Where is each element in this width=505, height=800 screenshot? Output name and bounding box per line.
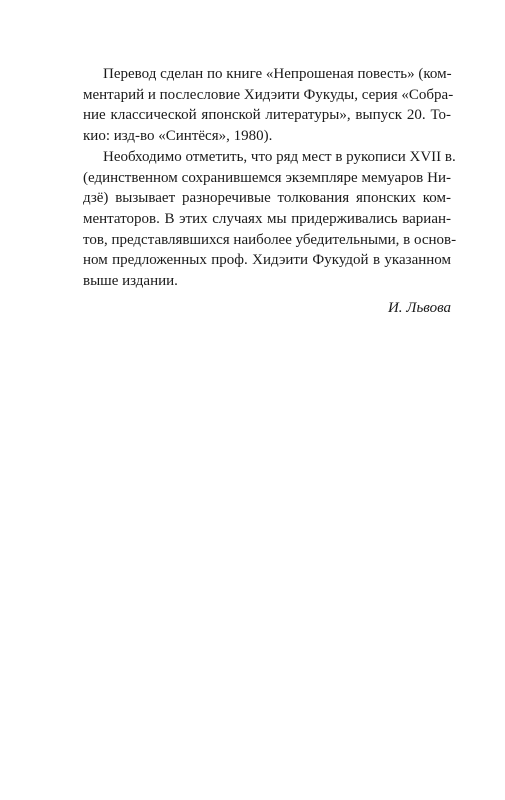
text-line: ном предложенных проф. Хидэити Фукудой в указанном <box>83 252 451 269</box>
text-line: кио: изд-во «Синтёся», 1980). <box>83 128 273 145</box>
text-line: тов, представлявшихся наиболее убедительными, в основ- <box>83 231 457 248</box>
text-line: Перевод сделан по книге «Непрошеная повесть» (ком- <box>103 66 452 82</box>
translator-note <box>83 64 457 318</box>
text-line: дзё) вызывает разноречивые толкования японских ком- <box>83 190 451 207</box>
text-line: Необходимо отметить, что ряд мест в рукописи XVII в. <box>103 148 456 165</box>
text-line: ментаторов. В этих случаях мы придерживались вариан- <box>83 210 451 227</box>
text-line: ние классической японской литературы», выпуск 20. То- <box>83 107 451 124</box>
translator-signature: И. Львова <box>387 299 451 316</box>
paragraph-manuscript-note <box>83 147 457 292</box>
text-line: (единственном сохранившемся экземпляре мемуаров Ни- <box>83 169 451 186</box>
text-line: ментарий и послесловие Хидэити Фукуды, серия «Собра- <box>83 86 454 103</box>
text-line: выше издании. <box>83 273 178 290</box>
paragraph-source <box>83 64 454 147</box>
